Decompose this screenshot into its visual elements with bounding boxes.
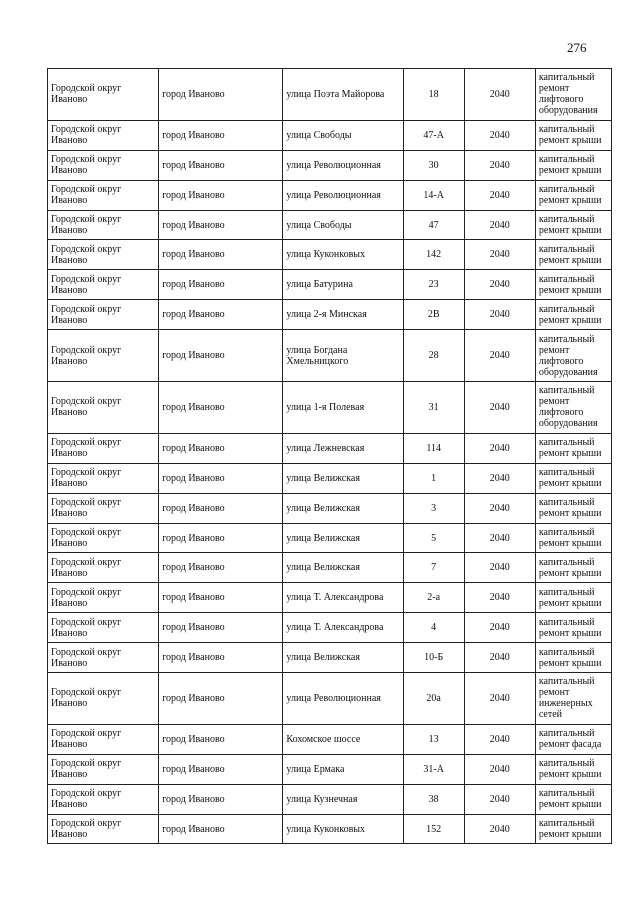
cell-year: 2040 — [464, 382, 535, 434]
cell-street: улица Свободы — [283, 210, 403, 240]
okrug-line2: Иваново — [51, 355, 88, 367]
page-number: 276 — [567, 40, 587, 55]
cell-city: город Иваново — [159, 210, 283, 240]
cell-work-type: капитальный ремонт крыши — [535, 433, 611, 463]
cell-year: 2040 — [464, 613, 535, 643]
cell-year: 2040 — [464, 120, 535, 150]
cell-year: 2040 — [464, 150, 535, 180]
cell-house-number: 18 — [403, 69, 464, 121]
cell-street: улица Куконковых — [283, 814, 403, 844]
table-row — [48, 583, 612, 613]
cell-okrug — [48, 724, 159, 754]
cell-street: улица Богдана Хмельницкого — [283, 330, 403, 382]
cell-house-number: 5 — [403, 523, 464, 553]
table-row — [48, 270, 612, 300]
cell-house-number: 114 — [403, 433, 464, 463]
cell-year: 2040 — [464, 210, 535, 240]
cell-city: город Иваново — [159, 240, 283, 270]
cell-city: город Иваново — [159, 553, 283, 583]
table-row — [48, 463, 612, 493]
table-row — [48, 673, 612, 725]
cell-year: 2040 — [464, 673, 535, 725]
cell-work-type: капитальный ремонт крыши — [535, 814, 611, 844]
cell-city: город Иваново — [159, 433, 283, 463]
cell-house-number: 28 — [403, 330, 464, 382]
table-row — [48, 754, 612, 784]
cell-house-number: 14-А — [403, 180, 464, 210]
okrug-line1: Городской округ — [51, 818, 122, 830]
cell-year: 2040 — [464, 433, 535, 463]
cell-work-type: капитальный ремонт крыши — [535, 270, 611, 300]
okrug-line1: Городской округ — [51, 303, 122, 315]
cell-okrug — [48, 150, 159, 180]
cell-city: город Иваново — [159, 382, 283, 434]
cell-city: город Иваново — [159, 754, 283, 784]
cell-city: город Иваново — [159, 270, 283, 300]
cell-okrug — [48, 382, 159, 434]
cell-house-number: 1 — [403, 463, 464, 493]
table-row — [48, 643, 612, 673]
cell-city: город Иваново — [159, 724, 283, 754]
table-row — [48, 150, 612, 180]
cell-city: город Иваново — [159, 493, 283, 523]
cell-year: 2040 — [464, 553, 535, 583]
cell-street: улица Куконковых — [283, 240, 403, 270]
cell-city: город Иваново — [159, 784, 283, 814]
okrug-line2: Иваново — [51, 698, 88, 710]
cell-okrug — [48, 69, 159, 121]
okrug-line1: Городской округ — [51, 214, 122, 225]
cell-work-type: капитальный ремонт крыши — [535, 784, 611, 814]
cell-street: улица Поэта Майорова — [283, 69, 403, 121]
cell-city: город Иваново — [159, 69, 283, 121]
okrug-line2: Иваново — [51, 799, 88, 811]
cell-house-number: 38 — [403, 784, 464, 814]
okrug-line1: Городской округ — [51, 616, 122, 628]
table-row — [48, 724, 612, 754]
cell-city: город Иваново — [159, 523, 283, 553]
cell-work-type: капитальный ремонт крыши — [535, 120, 611, 150]
cell-okrug — [48, 553, 159, 583]
cell-street: Кохомское шоссе — [283, 724, 403, 754]
okrug-line1: Городской округ — [51, 396, 122, 408]
table-row — [48, 300, 612, 330]
okrug-line2: Иваново — [51, 254, 88, 266]
okrug-line1: Городской округ — [51, 788, 122, 800]
okrug-line2: Иваново — [51, 195, 88, 207]
okrug-line2: Иваново — [51, 284, 88, 296]
okrug-line2: Иваново — [51, 135, 88, 147]
cell-street: улица Т. Александрова — [283, 613, 403, 643]
cell-okrug — [48, 300, 159, 330]
cell-work-type: капитальный ремонт лифтового оборудования — [535, 382, 611, 434]
cell-okrug — [48, 613, 159, 643]
cell-okrug — [48, 583, 159, 613]
okrug-line1: Городской округ — [51, 586, 122, 598]
cell-okrug — [48, 270, 159, 300]
cell-street: улица Революционная — [283, 150, 403, 180]
table-row — [48, 240, 612, 270]
okrug-line1: Городской округ — [51, 124, 122, 136]
table-row — [48, 180, 612, 210]
okrug-line2: Иваново — [51, 407, 88, 419]
cell-street: улица Т. Александрова — [283, 583, 403, 613]
cell-okrug — [48, 180, 159, 210]
cell-house-number: 2-а — [403, 583, 464, 613]
table-row — [48, 784, 612, 814]
cell-okrug — [48, 433, 159, 463]
cell-city: город Иваново — [159, 300, 283, 330]
okrug-line1: Городской округ — [51, 758, 122, 770]
table-row — [48, 553, 612, 583]
repair-schedule-table — [47, 68, 612, 844]
cell-year: 2040 — [464, 724, 535, 754]
cell-work-type: капитальный ремонт крыши — [535, 493, 611, 523]
cell-house-number: 4 — [403, 613, 464, 643]
cell-street: улица Ермака — [283, 754, 403, 784]
cell-work-type: капитальный ремонт крыши — [535, 583, 611, 613]
cell-okrug — [48, 643, 159, 673]
table-row — [48, 210, 612, 240]
cell-city: город Иваново — [159, 814, 283, 844]
cell-work-type: капитальный ремонт крыши — [535, 553, 611, 583]
table-row — [48, 493, 612, 523]
okrug-line2: Иваново — [51, 769, 88, 781]
cell-house-number: 10-Б — [403, 643, 464, 673]
cell-year: 2040 — [464, 300, 535, 330]
okrug-line2: Иваново — [51, 448, 88, 460]
cell-house-number: 31 — [403, 382, 464, 434]
okrug-line2: Иваново — [51, 627, 88, 639]
okrug-line1: Городской округ — [51, 687, 122, 699]
okrug-line1: Городской округ — [51, 497, 122, 509]
cell-city: город Иваново — [159, 613, 283, 643]
cell-city: город Иваново — [159, 180, 283, 210]
okrug-line1: Городской округ — [51, 273, 122, 285]
cell-house-number: 47 — [403, 210, 464, 240]
okrug-line1: Городской округ — [51, 646, 122, 658]
cell-work-type: капитальный ремонт инженерных сетей — [535, 673, 611, 725]
cell-street: улица Велижская — [283, 553, 403, 583]
cell-okrug — [48, 493, 159, 523]
okrug-line2: Иваново — [51, 597, 88, 609]
cell-work-type: капитальный ремонт крыши — [535, 754, 611, 784]
okrug-line2: Иваново — [51, 94, 88, 106]
cell-house-number: 23 — [403, 270, 464, 300]
cell-work-type: капитальный ремонт крыши — [535, 643, 611, 673]
okrug-line1: Городской округ — [51, 243, 122, 255]
cell-work-type: капитальный ремонт крыши — [535, 300, 611, 330]
cell-year: 2040 — [464, 754, 535, 784]
cell-city: город Иваново — [159, 583, 283, 613]
okrug-line1: Городской округ — [51, 556, 122, 568]
cell-year: 2040 — [464, 814, 535, 844]
cell-year: 2040 — [464, 583, 535, 613]
okrug-line1: Городской округ — [51, 467, 122, 479]
okrug-line1: Городской округ — [51, 437, 122, 449]
cell-street: улица Велижская — [283, 523, 403, 553]
cell-street: улица 1-я Полевая — [283, 382, 403, 434]
cell-year: 2040 — [464, 784, 535, 814]
okrug-line2: Иваново — [51, 508, 88, 520]
table-row — [48, 69, 612, 121]
table-body — [48, 69, 612, 844]
cell-house-number: 7 — [403, 553, 464, 583]
okrug-line2: Иваново — [51, 314, 88, 326]
cell-work-type: капитальный ремонт крыши — [535, 613, 611, 643]
cell-year: 2040 — [464, 69, 535, 121]
cell-work-type: капитальный ремонт лифтового оборудования — [535, 330, 611, 382]
cell-okrug — [48, 523, 159, 553]
cell-year: 2040 — [464, 643, 535, 673]
cell-work-type: капитальный ремонт крыши — [535, 210, 611, 240]
cell-house-number: 20а — [403, 673, 464, 725]
table-row — [48, 382, 612, 434]
okrug-line2: Иваново — [51, 165, 88, 177]
table-row — [48, 814, 612, 844]
okrug-line1: Городской округ — [51, 344, 122, 356]
cell-house-number: 47-А — [403, 120, 464, 150]
cell-street: улица Батурина — [283, 270, 403, 300]
cell-street: улица Велижская — [283, 643, 403, 673]
cell-city: город Иваново — [159, 673, 283, 725]
okrug-line2: Иваново — [51, 567, 88, 579]
cell-city: город Иваново — [159, 643, 283, 673]
cell-city: город Иваново — [159, 330, 283, 382]
cell-okrug — [48, 814, 159, 844]
table-row — [48, 330, 612, 382]
cell-work-type: капитальный ремонт крыши — [535, 240, 611, 270]
cell-street: улица Революционная — [283, 180, 403, 210]
okrug-line2: Иваново — [51, 478, 88, 490]
cell-work-type: капитальный ремонт лифтового оборудования — [535, 69, 611, 121]
cell-okrug — [48, 784, 159, 814]
cell-street: улица Революционная — [283, 673, 403, 725]
cell-work-type: капитальный ремонт крыши — [535, 150, 611, 180]
cell-city: город Иваново — [159, 150, 283, 180]
cell-year: 2040 — [464, 523, 535, 553]
cell-street: улица Кузнечная — [283, 784, 403, 814]
okrug-line1: Городской округ — [51, 154, 122, 166]
cell-house-number: 13 — [403, 724, 464, 754]
cell-house-number: 2В — [403, 300, 464, 330]
cell-okrug — [48, 210, 159, 240]
cell-year: 2040 — [464, 270, 535, 300]
cell-house-number: 142 — [403, 240, 464, 270]
cell-year: 2040 — [464, 330, 535, 382]
table-row — [48, 613, 612, 643]
cell-house-number: 152 — [403, 814, 464, 844]
okrug-line2: Иваново — [51, 538, 88, 550]
cell-street: улица Лежневская — [283, 433, 403, 463]
okrug-line2: Иваново — [51, 657, 88, 669]
cell-year: 2040 — [464, 493, 535, 523]
cell-year: 2040 — [464, 240, 535, 270]
table-row — [48, 523, 612, 553]
cell-street: улица Свободы — [283, 120, 403, 150]
cell-work-type: капитальный ремонт крыши — [535, 463, 611, 493]
cell-okrug — [48, 120, 159, 150]
table-row — [48, 120, 612, 150]
cell-okrug — [48, 754, 159, 784]
okrug-line1: Городской округ — [51, 83, 122, 95]
okrug-line1: Городской округ — [51, 527, 122, 539]
cell-city: город Иваново — [159, 120, 283, 150]
okrug-line1: Городской округ — [51, 184, 122, 196]
okrug-line2: Иваново — [51, 739, 88, 751]
cell-okrug — [48, 330, 159, 382]
cell-work-type: капитальный ремонт крыши — [535, 523, 611, 553]
cell-okrug — [48, 240, 159, 270]
cell-house-number: 3 — [403, 493, 464, 523]
cell-okrug — [48, 463, 159, 493]
okrug-line2: Иваново — [51, 225, 88, 236]
cell-house-number: 31-А — [403, 754, 464, 784]
cell-year: 2040 — [464, 180, 535, 210]
okrug-line1: Городской округ — [51, 728, 122, 740]
okrug-line2: Иваново — [51, 829, 88, 841]
cell-work-type: капитальный ремонт фасада — [535, 724, 611, 754]
cell-house-number: 30 — [403, 150, 464, 180]
table-row — [48, 433, 612, 463]
cell-street: улица 2-я Минская — [283, 300, 403, 330]
cell-street: улица Велижская — [283, 493, 403, 523]
cell-city: город Иваново — [159, 463, 283, 493]
cell-work-type: капитальный ремонт крыши — [535, 180, 611, 210]
cell-year: 2040 — [464, 463, 535, 493]
cell-okrug — [48, 673, 159, 725]
cell-street: улица Велижская — [283, 463, 403, 493]
